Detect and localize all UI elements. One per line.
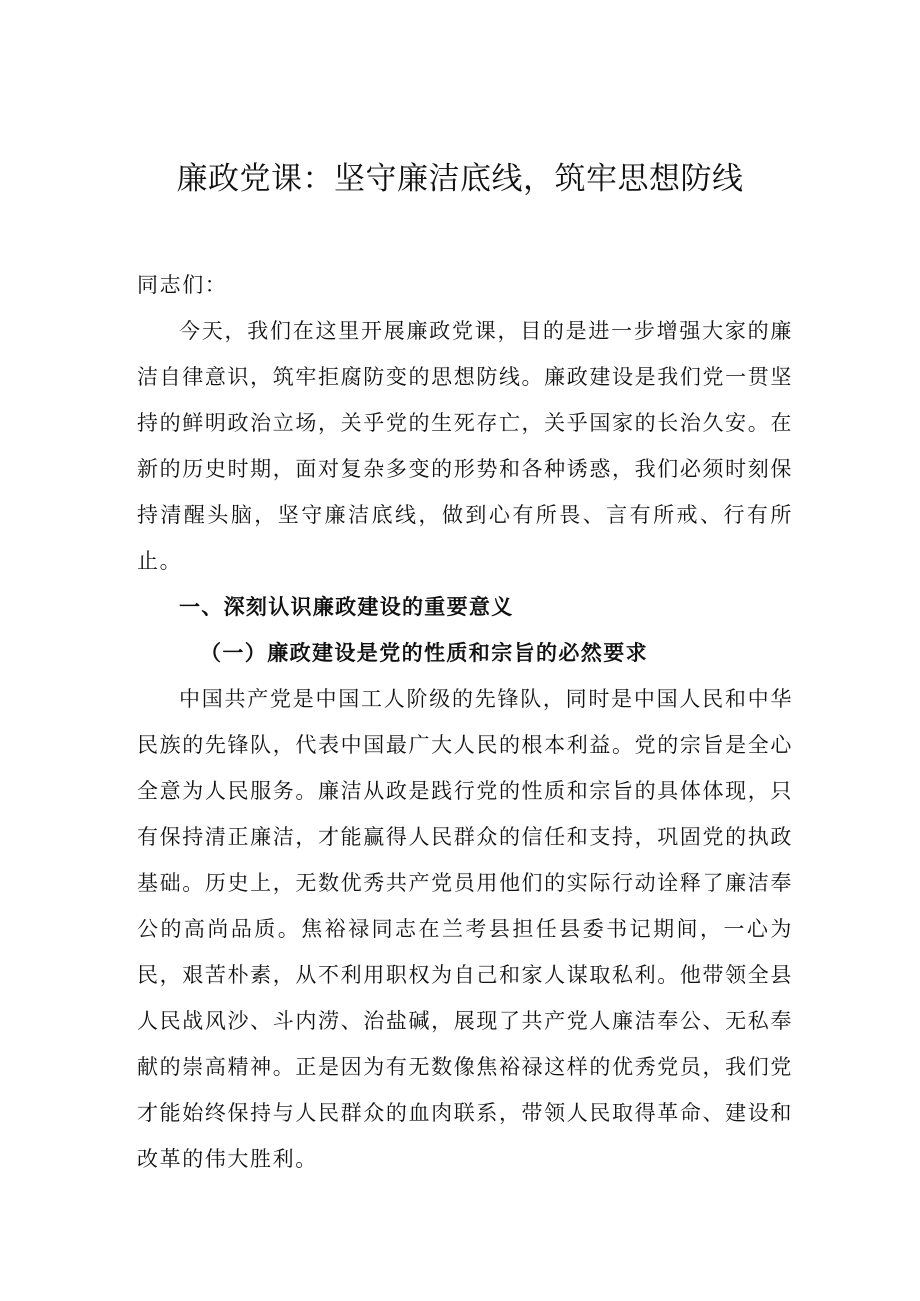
document-body bbox=[137, 262, 793, 1182]
section-heading: 一、深刻认识廉政建设的重要意义 bbox=[179, 595, 514, 619]
intro-paragraph: 今天，我们在这里开展廉政党课，目的是进一步增强大家的廉洁自律意识，筑牢拒腐防变的思想防线。廉政建设是我们党一贯坚持的鲜明政治立场，关乎党的生死存亡，关乎国家的长治久安。在新的历史时期，面对复杂多变的形势和各种诱惑，我们必须时刻保持清醒头脑，坚守廉洁底线，做到心有所畏、言有所戒、行有所止。 bbox=[137, 319, 793, 573]
subsection-heading: （一）廉政建设是党的性质和宗旨的必然要求 bbox=[200, 640, 648, 665]
subsection-paragraph: 中国共产党是中国工人阶级的先锋队，同时是中国人民和中华民族的先锋队，代表中国最广大人民的根本利益。党的宗旨是全心全意为人民服务。廉洁从政是践行党的性质和宗旨的具体体现，只有保持清正廉洁，才能赢得人民群众的信任和支持，巩固党的执政基础。历史上，无数优秀共产党员用他们的实际行动诠释了廉洁奉公的高尚品质。焦裕禄同志在兰考县担任县委书记期间，一心为民，艰苦朴素，从不利用职权为自己和家人谋取私利。他带领全县人民战风沙、斗内涝、治盐碱，展现了共产党人廉洁奉公、无私奉献的崇高精神。正是因为有无数像焦裕禄这样的优秀党员，我们党才能始终保持与人民群众的血肉联系，带领人民取得革命、建设和改革的伟大胜利。 bbox=[137, 687, 793, 1171]
document-title: 廉政党课：坚守廉洁底线，筑牢思想防线 bbox=[176, 161, 744, 197]
salutation: 同志们： bbox=[137, 273, 228, 297]
